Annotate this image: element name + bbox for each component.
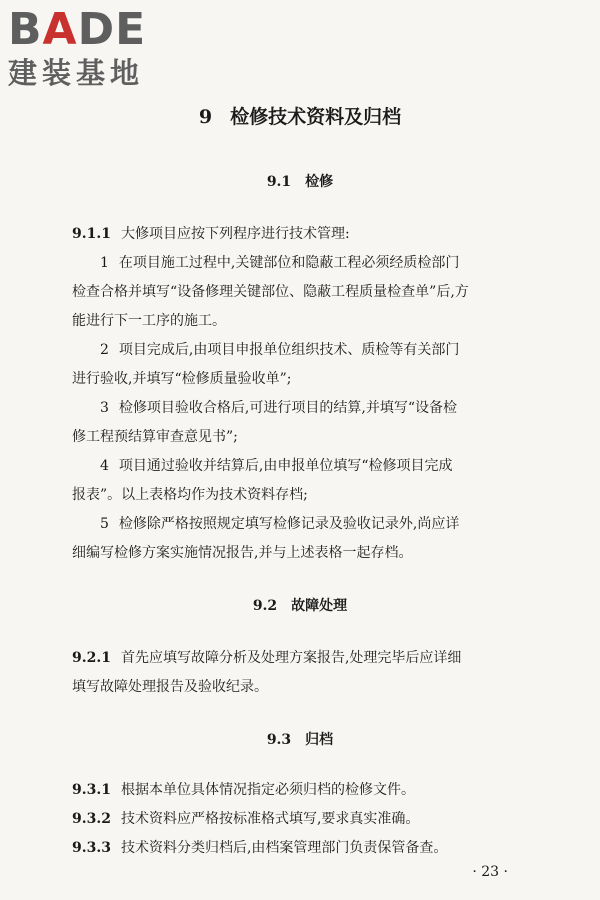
clause-9-3-3 — [72, 834, 550, 863]
item-line — [72, 336, 550, 365]
item-line: 修工程预结算审查意见书”; — [72, 429, 238, 445]
list-item-3 — [72, 394, 550, 452]
clause-text: 技术资料应严格按标准格式填写,要求真实准确。 — [120, 811, 420, 827]
clause-text: 大修项目应按下列程序进行技术管理: — [120, 226, 350, 242]
section-number: 9.3 — [266, 732, 292, 748]
logo-subtitle: 建装基地 — [8, 56, 145, 90]
item-line: 能进行下一工序的施工。 — [72, 313, 226, 329]
item-text: 在项目施工过程中,关键部位和隐蔽工程必须经质检部门 — [118, 255, 460, 271]
clause-9-2-1 — [72, 644, 550, 702]
clause-number: 9.3.3 — [72, 840, 111, 856]
logo-brand-text: BADE — [8, 4, 147, 55]
item-line: 报表”。以上表格均作为技术资料存档; — [72, 487, 308, 503]
item-line: 进行验收,并填写“检修质量验收单”; — [72, 371, 292, 387]
clause-number: 9.3.2 — [72, 811, 111, 827]
item-text: 检修项目验收合格后,可进行项目的结算,并填写“设备检 — [118, 400, 457, 416]
chapter-title: 检修技术资料及归档 — [230, 106, 402, 128]
item-line: 检查合格并填写“设备修理关键部位、隐蔽工程质量检查单”后,方 — [72, 284, 469, 300]
list-item-1 — [72, 249, 550, 336]
section-heading-9-2 — [0, 596, 600, 616]
item-line — [72, 249, 550, 278]
clause-9-3-2 — [72, 805, 550, 834]
section-heading-9-1 — [0, 172, 600, 192]
clause-text: 技术资料分类归档后,由档案管理部门负责保管备查。 — [120, 840, 448, 856]
item-number: 4 — [100, 458, 109, 474]
section-heading-9-3 — [0, 730, 600, 750]
clause-text: 根据本单位具体情况指定必须归档的检修文件。 — [120, 782, 415, 798]
section-number: 9.1 — [266, 174, 292, 190]
list-item-5 — [72, 510, 550, 568]
clause-number: 9.1.1 — [72, 226, 111, 242]
item-number: 3 — [100, 400, 109, 416]
section-title: 故障处理 — [291, 598, 348, 614]
item-text: 检修除严格按照规定填写检修记录及验收记录外,尚应详 — [118, 516, 460, 532]
item-line — [72, 510, 550, 539]
item-line: 细编写检修方案实施情况报告,并与上述表格一起存档。 — [72, 545, 413, 561]
item-number: 1 — [100, 255, 109, 271]
list-item-2 — [72, 336, 550, 394]
clause-9-3-1 — [72, 776, 550, 805]
clause-number: 9.3.1 — [72, 782, 111, 798]
item-line — [72, 452, 550, 481]
item-number: 2 — [100, 342, 109, 358]
item-line — [72, 394, 550, 423]
item-text: 项目通过验收并结算后,由申报单位填写“检修项目完成 — [118, 458, 453, 474]
clause-text: 首先应填写故障分析及处理方案报告,处理完毕后应详细 — [120, 650, 462, 666]
section-number: 9.2 — [252, 598, 278, 614]
page-number: · 23 · — [472, 864, 508, 880]
clause-9-1-1 — [72, 220, 550, 249]
section-title: 检修 — [305, 174, 334, 190]
item-text: 项目完成后,由项目申报单位组织技术、质检等有关部门 — [118, 342, 460, 358]
clause-line: 填写故障处理报告及验收纪录。 — [72, 679, 268, 695]
chapter-heading — [0, 104, 600, 130]
section-title: 归档 — [305, 732, 334, 748]
chapter-number: 9 — [198, 106, 213, 128]
clause-number: 9.2.1 — [72, 650, 111, 666]
clause-line — [72, 644, 550, 673]
item-number: 5 — [100, 516, 109, 532]
list-item-4 — [72, 452, 550, 510]
